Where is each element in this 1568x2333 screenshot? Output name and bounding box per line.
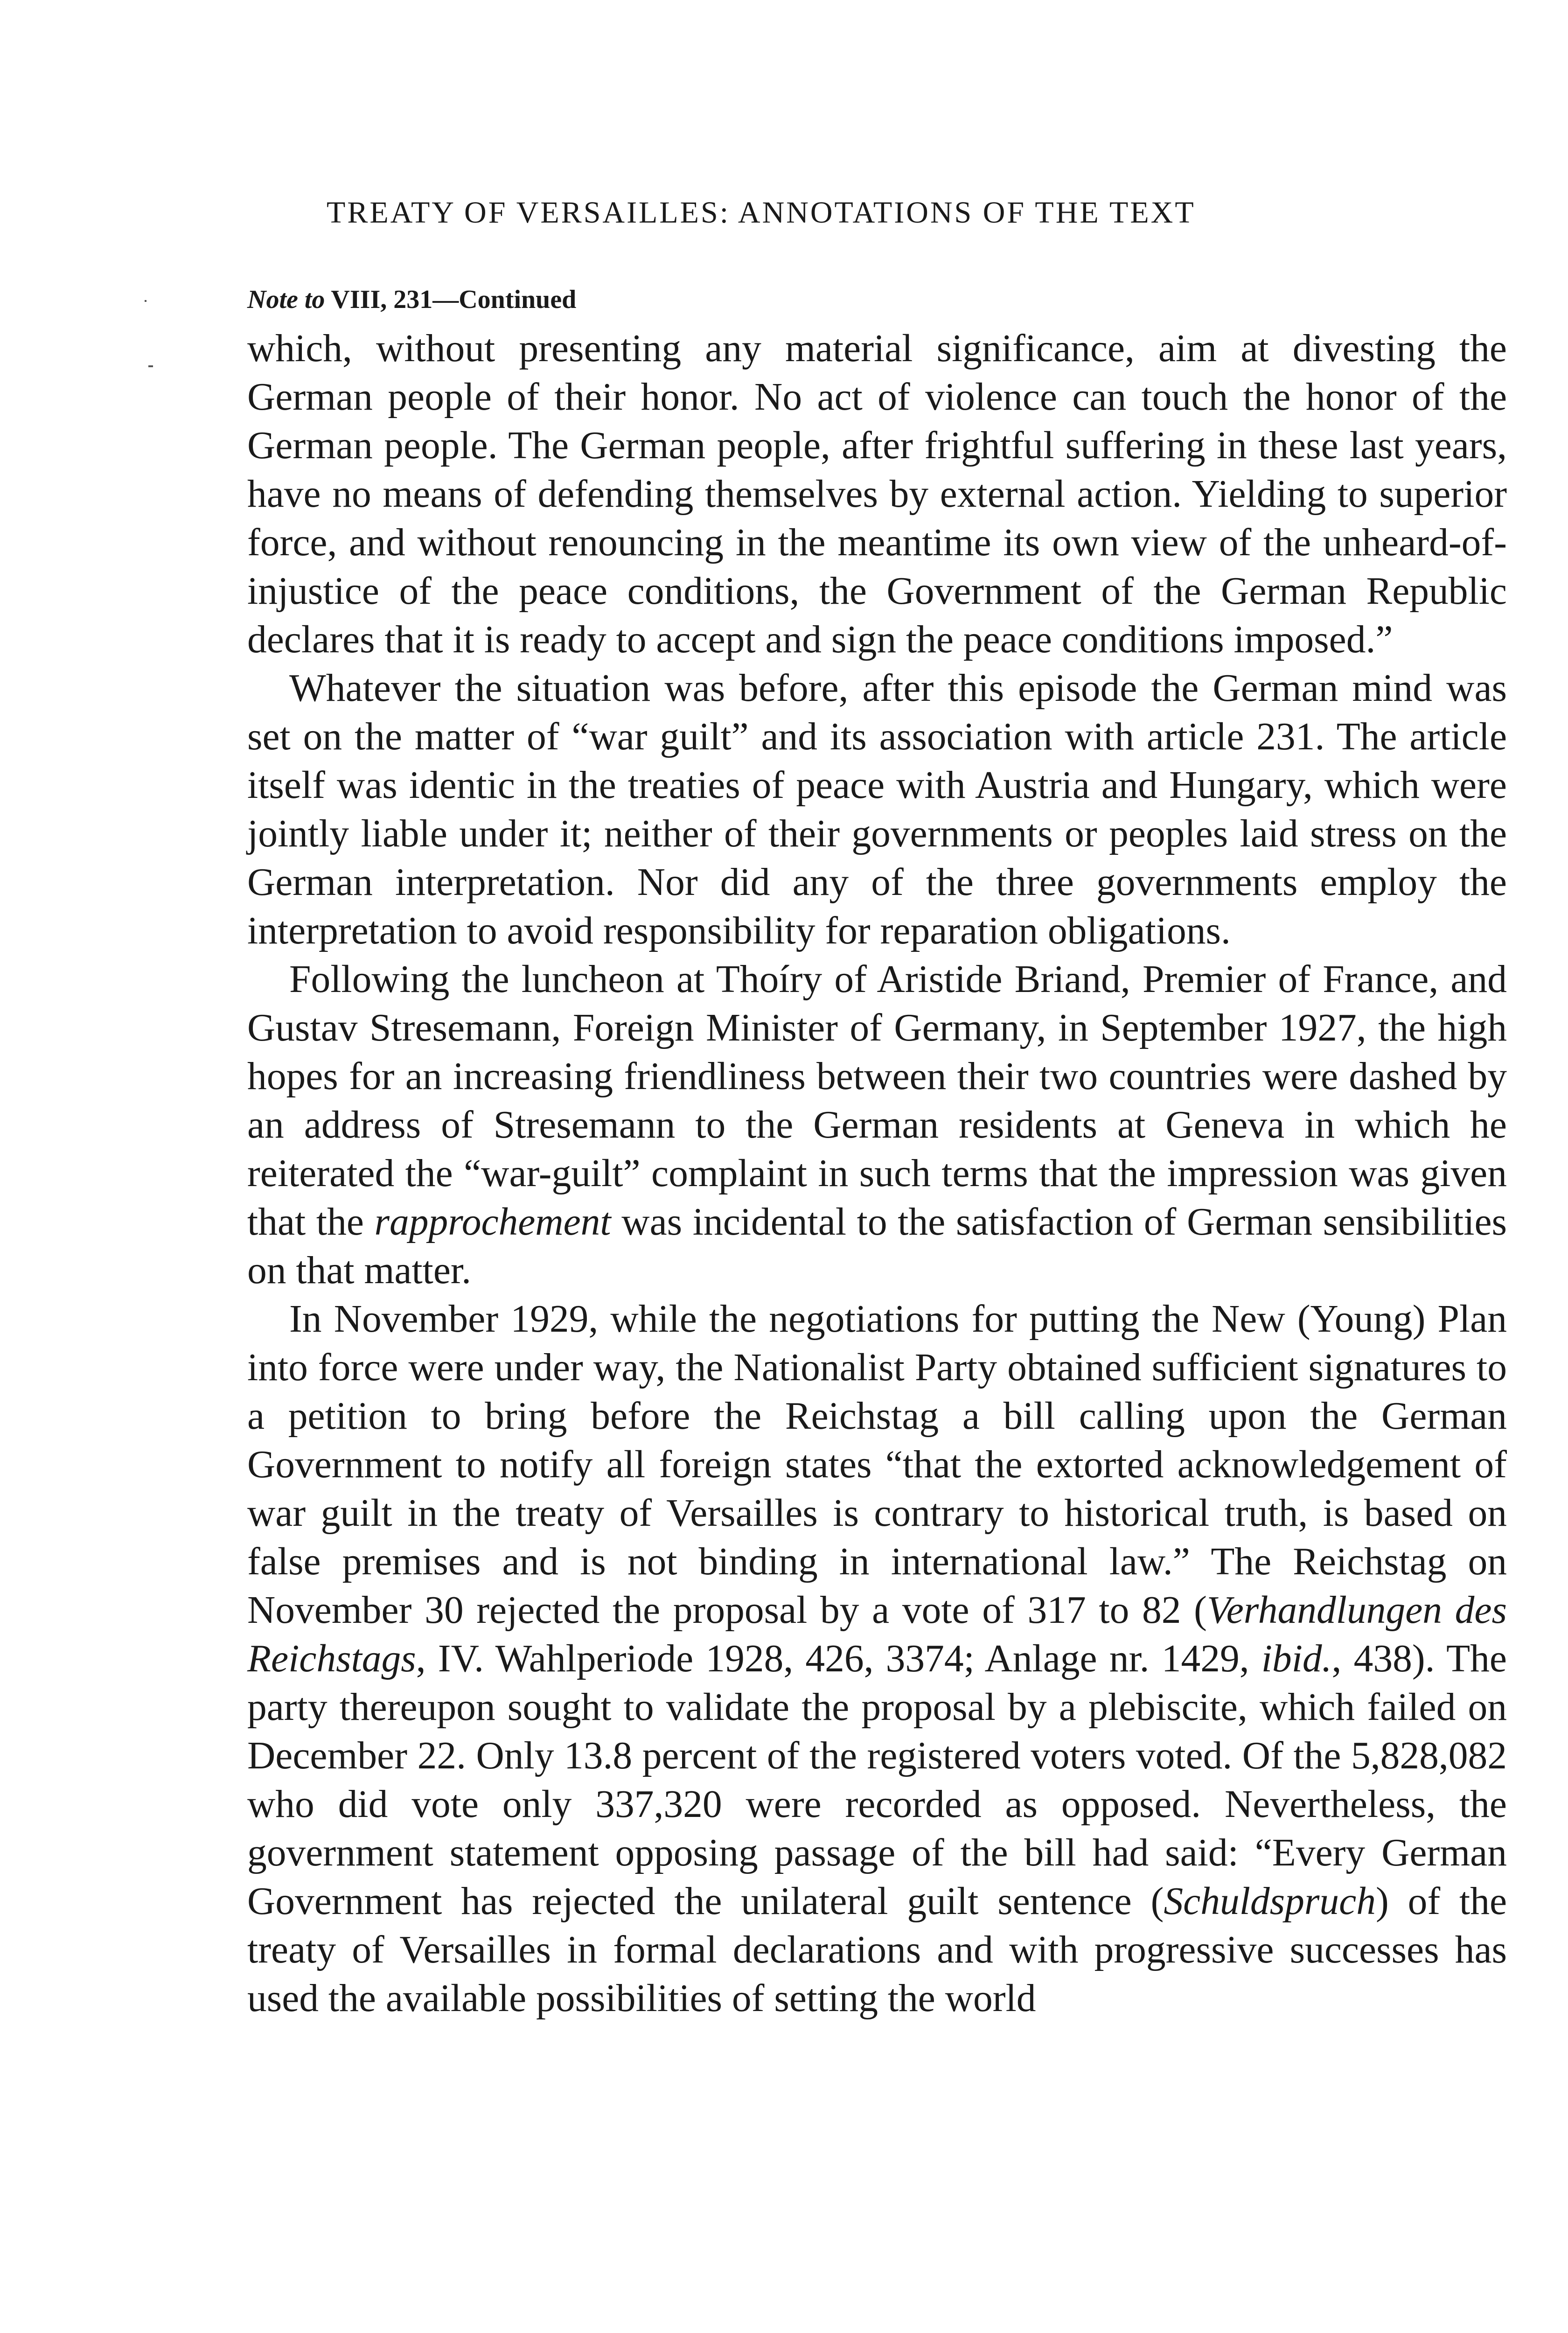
note-reference: VIII, 231—Continued xyxy=(331,285,577,314)
note-heading xyxy=(247,285,576,314)
paragraph xyxy=(247,955,1507,1295)
italic-text: ibid. xyxy=(1261,1637,1332,1680)
text-run: which, without presenting any material significance, aim at divesting the German people of their honor. No act of violence can touch the honor of the German people. The German people, after frightful suffering in these last years, have no means of defending themselves by external action. Yielding to superior force, and without renouncing in the meantime its own view of the unheard-of-injustice of the peace conditions, the Government of the German Republic declares that it is ready to accept and sign the peace conditions imposed.” xyxy=(247,327,1507,661)
italic-text: Verhandlungen des Reichstags xyxy=(247,1589,1507,1680)
text-run: was incidental to the satisfaction of German sensibilities on that matter. xyxy=(247,1201,1507,1292)
text-run: , IV. Wahlperiode 1928, 426, 3374; Anlage nr. 1429, xyxy=(416,1637,1261,1680)
note-to: to xyxy=(304,285,325,314)
running-title: TREATY OF VERSAILLES: ANNOTATIONS OF THE TEXT xyxy=(327,196,1196,230)
italic-text: Schuldspruch xyxy=(1164,1880,1376,1923)
paragraph xyxy=(247,324,1507,664)
text-run: Following the luncheon at Thoíry of Aristide Briand, Premier of France, and Gustav Stresemann, Foreign Minister of Germany, in September 1927, the high hopes for an increasing friendliness between their two countries were dashed by an address of Stresemann to the German residents at Geneva in which he reiterated the “war-guilt” complaint in such terms that the impression was given that the xyxy=(247,958,1507,1243)
body-text xyxy=(247,324,1507,2023)
italic-text: rapprochement xyxy=(374,1201,611,1243)
text-run: ) of the treaty of Versailles in formal declarations and with progressive successes has used the available possibilities of setting the world xyxy=(247,1880,1507,2020)
margin-mark xyxy=(145,300,146,302)
text-run: In November 1929, while the negotiations for putting the New (Young) Plan into force were under way, the Nationalist Party obtained sufficient signatures to a petition to bring before the Reichstag a bill calling upon the German Government to notify all foreign states “that the extorted acknowledgement of war guilt in the treaty of Versailles is contrary to historical truth, is based on false premises and is not binding in international law.” The Reichstag on November 30 rejected the proposal by a vote of 317 to 82 ( xyxy=(247,1298,1507,1632)
note-label: Note xyxy=(247,285,298,314)
paragraph xyxy=(247,664,1507,955)
margin-mark xyxy=(148,365,153,367)
text-run: Whatever the situation was before, after this episode the German mind was set on the matter of “war guilt” and its association with article 231. The article itself was identic in the treaties of peace with Austria and Hungary, which were jointly liable under it; neither of their governments or peoples laid stress on the German interpretation. Nor did any of the three governments employ the interpretation to avoid responsibility for reparation obligations. xyxy=(247,667,1507,952)
text-run: , 438). The party thereupon sought to validate the proposal by a plebiscite, which failed on December 22. Only 13.8 percent of the registered voters voted. Of the 5,828,082 who did vote only 337,320 were recorded as opposed. Nevertheless, the government statement opposing passage of the bill had said: “Every German Government has rejected the unilateral guilt sentence ( xyxy=(247,1637,1507,1923)
paragraph xyxy=(247,1295,1507,2023)
